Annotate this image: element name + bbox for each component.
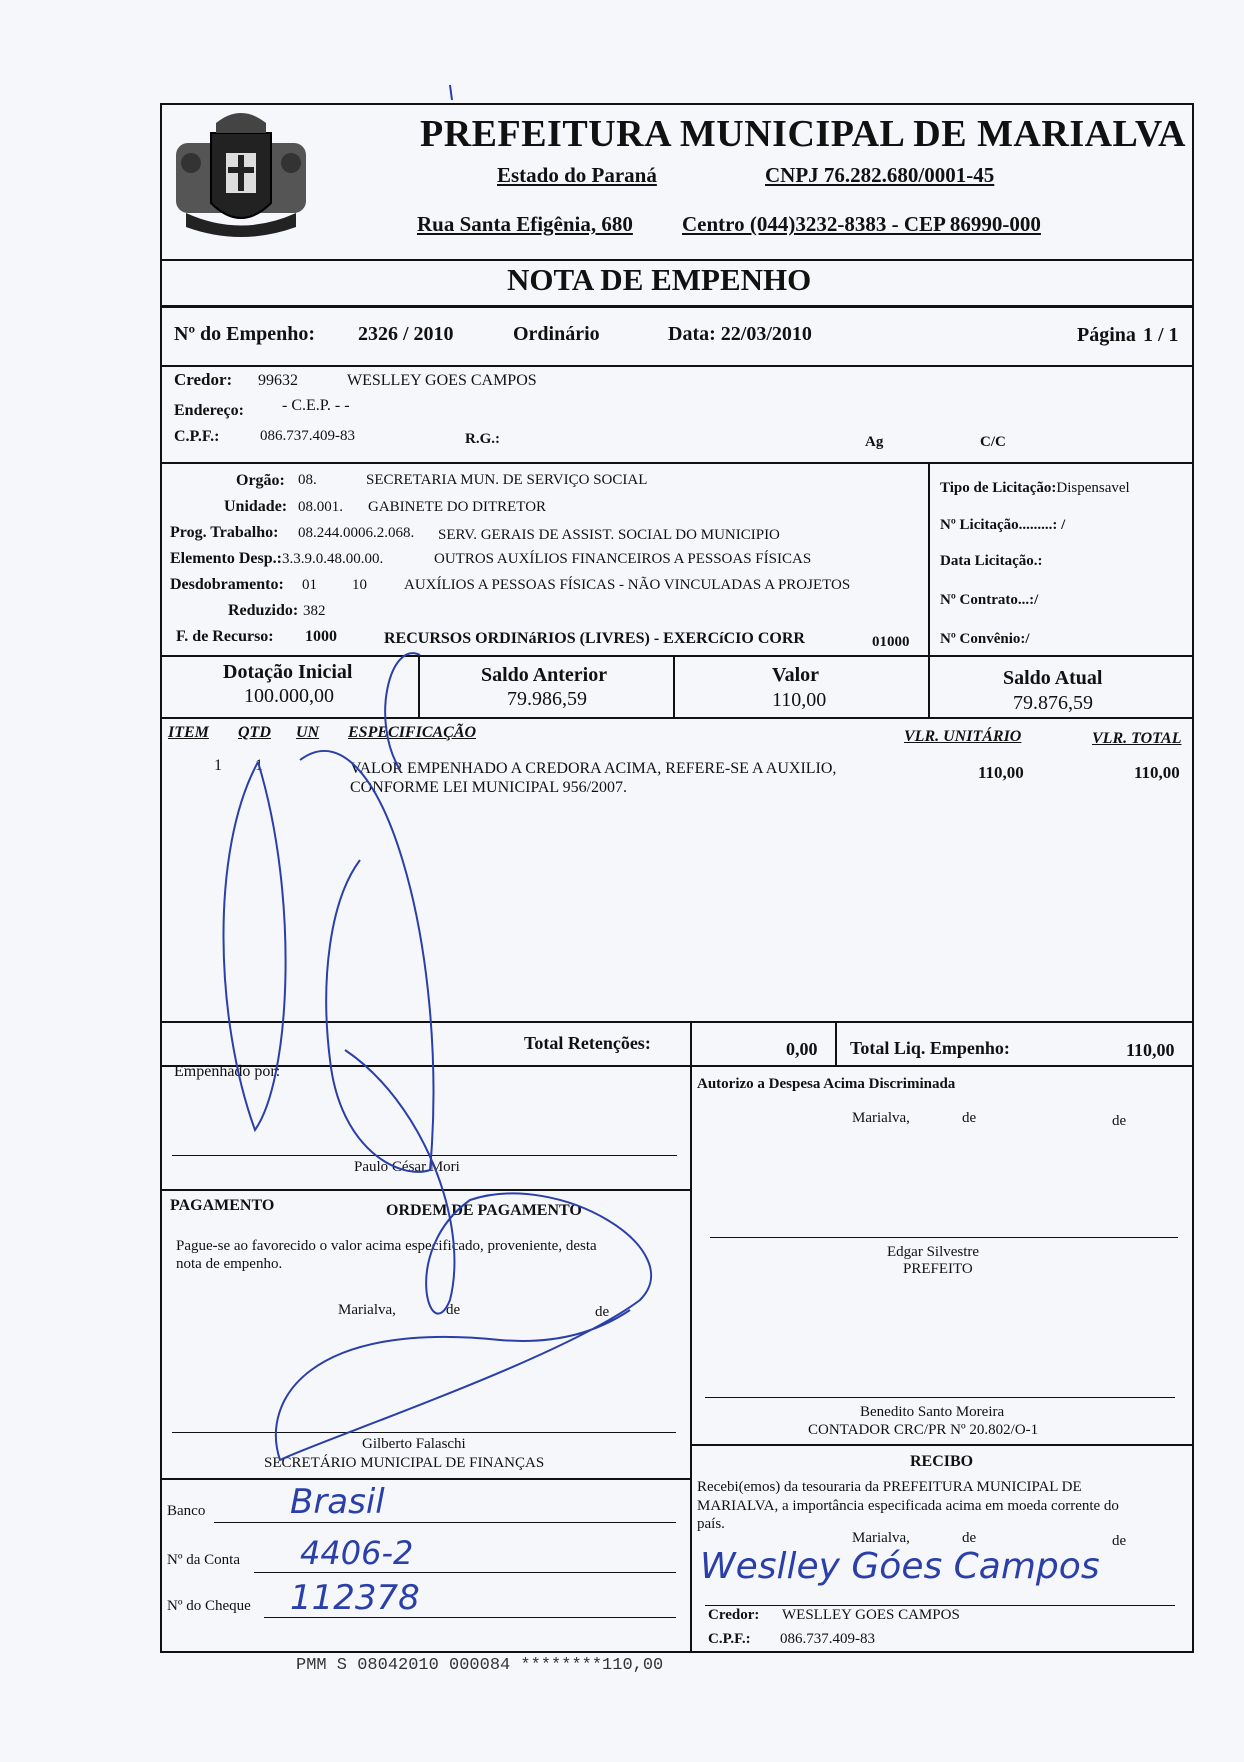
- divider: [835, 1021, 837, 1065]
- saldo-atual-label: Saldo Atual: [1003, 667, 1103, 689]
- recurso-name: RECURSOS ORDINáRIOS (LIVRES) - EXERCíCIO CORR: [384, 630, 805, 647]
- retencoes-label: Total Retenções:: [524, 1033, 651, 1053]
- divider: [160, 1478, 690, 1480]
- autorizo-local: Marialva,: [852, 1110, 910, 1126]
- dotacao-label: Dotação Inicial: [223, 661, 353, 683]
- endereco-label: Endereço:: [174, 402, 244, 419]
- retencoes-value: 0,00: [786, 1039, 818, 1059]
- recurso-code: 1000: [305, 628, 337, 645]
- orgao-label: Orgão:: [236, 472, 285, 489]
- pagamento-local: Marialva,: [338, 1302, 396, 1318]
- divider: [690, 1444, 1194, 1446]
- account-label: C/C: [980, 434, 1006, 450]
- item-unit-value: 110,00: [978, 763, 1024, 782]
- cpf-label: C.P.F.:: [174, 428, 220, 445]
- col-qtd: QTD: [238, 724, 271, 741]
- recibo-credor-label: Credor:: [708, 1607, 760, 1623]
- saldo-anterior-value: 79.986,59: [507, 688, 587, 710]
- empenhado-label: Empenhado por:: [174, 1063, 281, 1080]
- saldo-anterior-label: Saldo Anterior: [481, 664, 608, 686]
- liq-empenho-label: Total Liq. Empenho:: [850, 1038, 1010, 1058]
- unidade-code: 08.001.: [298, 499, 343, 515]
- desdobramento-a: 01: [302, 577, 317, 593]
- recibo-texto-2: MARIALVA, a importância especificada acima em moeda corrente do: [697, 1498, 1119, 1514]
- divider: [160, 655, 1194, 657]
- cnpj: CNPJ 76.282.680/0001-45: [765, 163, 995, 187]
- item-description-1: VALOR EMPENHADO A CREDORA ACIMA, REFERE-SE A AUXILIO,: [350, 760, 837, 777]
- cheque-value: 112378: [290, 1578, 420, 1618]
- banco-value: Brasil: [290, 1482, 385, 1522]
- item-total-value: 110,00: [1134, 763, 1180, 782]
- contador-nome: Benedito Santo Moreira: [860, 1404, 1005, 1420]
- cheque-label: Nº do Cheque: [167, 1598, 251, 1614]
- elemento-code: 3.3.9.0.48.00.00.: [282, 551, 384, 567]
- pagamento-texto-2: nota de empenho.: [176, 1256, 283, 1272]
- page-number: 1 / 1: [1143, 324, 1179, 346]
- credor-name: WESLLEY GOES CAMPOS: [347, 372, 537, 389]
- saldo-atual-value: 79.876,59: [1013, 692, 1093, 714]
- signature-line: [172, 1155, 677, 1156]
- divider: [160, 462, 1194, 464]
- secretario-cargo: SECRETÁRIO MUNICIPAL DE FINANÇAS: [264, 1455, 545, 1471]
- valor-value: 110,00: [772, 689, 827, 711]
- cpf-value: 086.737.409-83: [260, 428, 355, 444]
- ordem-pagamento: ORDEM DE PAGAMENTO: [386, 1202, 582, 1219]
- recurso-code-2: 01000: [872, 634, 910, 650]
- divider: [928, 655, 930, 717]
- machine-stamp: PMM S 08042010 000084 ********110,00: [296, 1656, 664, 1675]
- desdobramento-label: Desdobramento:: [170, 576, 284, 593]
- orgao-code: 08.: [298, 472, 317, 488]
- empenho-date: Data: 22/03/2010: [668, 323, 812, 345]
- divider: [673, 655, 675, 717]
- conta-value: 4406-2: [300, 1534, 414, 1572]
- unidade-name: GABINETE DO DITRETOR: [368, 499, 547, 515]
- divider: [160, 259, 1194, 261]
- prog-label: Prog. Trabalho:: [170, 524, 279, 541]
- recibo-local: Marialva,: [852, 1530, 910, 1546]
- desdobramento-b: 10: [352, 577, 367, 593]
- contrato: Nº Contrato...:/: [940, 592, 1039, 608]
- elemento-name: OUTROS AUXÍLIOS FINANCEIROS A PESSOAS FÍSICAS: [434, 551, 812, 567]
- pagamento-de-1: de: [446, 1302, 461, 1318]
- prog-name: SERV. GERAIS DE ASSIST. SOCIAL DO MUNICIPIO: [438, 527, 780, 543]
- credor-label: Credor:: [174, 370, 233, 389]
- address-details: Centro (044)3232-8383 - CEP 86990-000: [682, 212, 1041, 236]
- col-un: UN: [296, 724, 320, 741]
- autorizo-de-1: de: [962, 1110, 977, 1126]
- col-vlr-unitario: VLR. UNITÁRIO: [904, 728, 1022, 745]
- prefeito-cargo: PREFEITO: [903, 1261, 973, 1277]
- coat-of-arms-icon: [166, 103, 316, 255]
- divider: [418, 655, 420, 717]
- liq-empenho-value: 110,00: [1126, 1040, 1175, 1060]
- licitacao-numero: Nº Licitação.........: /: [940, 517, 1066, 533]
- col-especificacao: ESPECIFICAÇÃO: [348, 724, 477, 741]
- signature-line: [705, 1605, 1175, 1606]
- divider: [160, 1065, 1194, 1067]
- licitacao-data: Data Licitação.:: [940, 553, 1043, 569]
- conta-line: [254, 1572, 676, 1573]
- divider: [928, 462, 930, 660]
- document-title: NOTA DE EMPENHO: [507, 262, 812, 297]
- licitacao-tipo: Dispensavel: [1056, 480, 1130, 496]
- prog-code: 08.244.0006.2.068.: [298, 525, 415, 541]
- signature-line: [172, 1432, 676, 1433]
- recibo-texto-3: país.: [697, 1516, 725, 1532]
- divider: [160, 717, 1194, 719]
- rg-label: R.G.:: [465, 431, 500, 447]
- conta-label: Nº da Conta: [167, 1552, 240, 1568]
- reduzido-label: Reduzido:: [228, 602, 299, 619]
- col-item: ITEM: [168, 724, 209, 741]
- street-address: Rua Santa Efigênia, 680: [417, 212, 633, 236]
- convenio: Nº Convênio:/: [940, 631, 1030, 647]
- page-label: Página: [1077, 324, 1136, 346]
- recibo-credor-name: WESLLEY GOES CAMPOS: [782, 1607, 960, 1623]
- unidade-label: Unidade:: [224, 498, 288, 515]
- elemento-label: Elemento Desp.:: [170, 550, 282, 567]
- autorizo-text: Autorizo a Despesa Acima Discriminada: [697, 1076, 956, 1092]
- pagamento-texto-1: Pague-se ao favorecido o valor acima especificado, proveniente, desta: [176, 1238, 597, 1254]
- pagamento-title: PAGAMENTO: [170, 1197, 275, 1214]
- divider: [160, 365, 1194, 367]
- licitacao-tipo-label: Tipo de Licitação:Dispensavel: [940, 480, 1130, 496]
- recibo-cpf: 086.737.409-83: [780, 1631, 875, 1647]
- prefeito-nome: Edgar Silvestre: [887, 1244, 980, 1260]
- empenho-number: 2326 / 2010: [358, 323, 454, 345]
- agency-label: Ag: [865, 434, 884, 450]
- valor-label: Valor: [772, 664, 820, 686]
- orgao-name: SECRETARIA MUN. DE SERVIÇO SOCIAL: [366, 472, 648, 488]
- autorizo-de-2: de: [1112, 1113, 1127, 1129]
- divider: [160, 305, 1194, 308]
- state-name: Estado do Paraná: [497, 163, 657, 187]
- empenho-type: Ordinário: [513, 323, 600, 345]
- divider: [690, 1065, 692, 1653]
- endereco-value: - C.E.P. - -: [282, 397, 350, 414]
- signature-line: [710, 1237, 1178, 1238]
- empenho-label: Nº do Empenho:: [174, 323, 316, 345]
- signature-line: [705, 1397, 1175, 1398]
- desdobramento-name: AUXÍLIOS A PESSOAS FÍSICAS - NÃO VINCULADAS A PROJETOS: [404, 577, 851, 593]
- pagamento-de-2: de: [595, 1304, 610, 1320]
- empenhado-nome: Paulo César Mori: [354, 1159, 460, 1175]
- col-vlr-total: VLR. TOTAL: [1092, 730, 1182, 747]
- dotacao-value: 100.000,00: [244, 685, 334, 707]
- recibo-de-2: de: [1112, 1533, 1127, 1549]
- item-description-2: CONFORME LEI MUNICIPAL 956/2007.: [350, 779, 628, 796]
- reduzido-value: 382: [303, 603, 326, 619]
- recibo-de-1: de: [962, 1530, 977, 1546]
- item-number: 1: [214, 757, 222, 774]
- recibo-cpf-label: C.P.F.:: [708, 1631, 751, 1647]
- recibo-texto-1: Recebi(emos) da tesouraria da PREFEITURA MUNICIPAL DE: [697, 1479, 1082, 1495]
- banco-line: [214, 1522, 676, 1523]
- recurso-label: F. de Recurso:: [176, 628, 274, 645]
- contador-cargo: CONTADOR CRC/PR Nº 20.802/O-1: [808, 1422, 1039, 1438]
- item-qtd: 1: [255, 757, 263, 774]
- credor-signature: Weslley Góes Campos: [700, 1546, 1100, 1587]
- divider: [160, 1189, 690, 1191]
- municipality-title: PREFEITURA MUNICIPAL DE MARIALVA: [420, 113, 1186, 155]
- divider: [690, 1021, 692, 1065]
- divider: [160, 1021, 1194, 1023]
- recibo-title: RECIBO: [910, 1453, 974, 1470]
- secretario-nome: Gilberto Falaschi: [362, 1436, 466, 1452]
- banco-label: Banco: [167, 1503, 206, 1519]
- credor-code: 99632: [258, 372, 298, 389]
